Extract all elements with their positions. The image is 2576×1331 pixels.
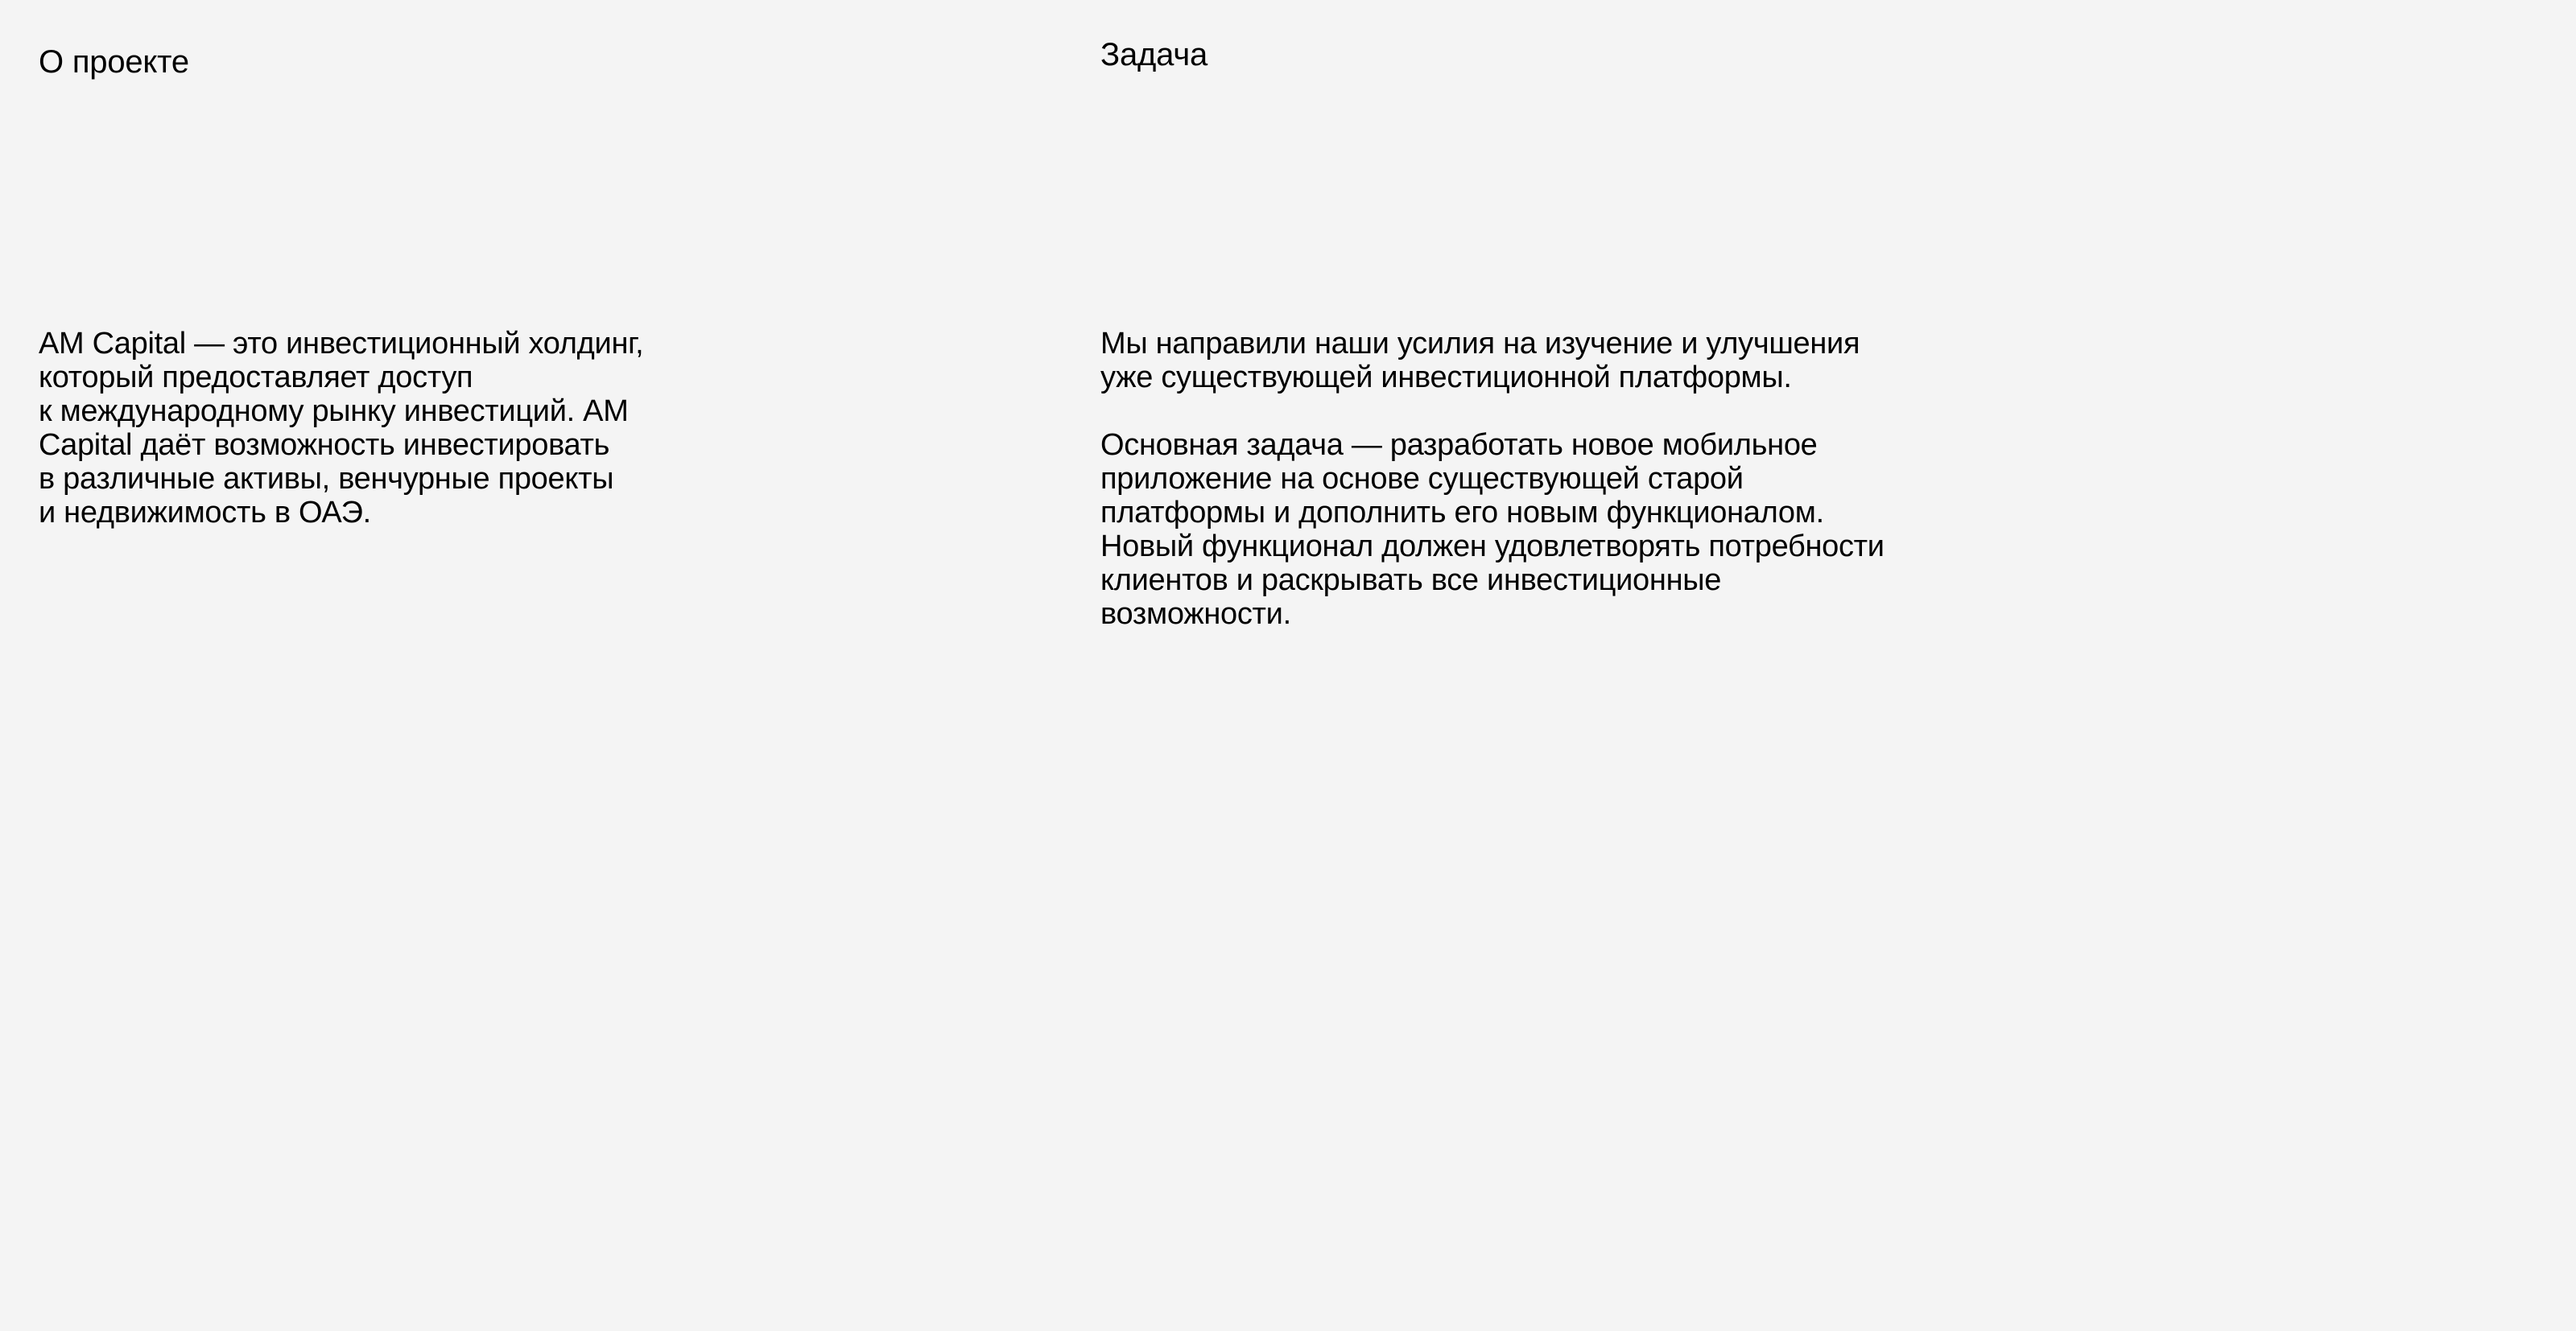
- task-paragraph-intro: [1100, 327, 1885, 394]
- about-paragraph: [39, 327, 643, 530]
- text-line: к международному рынку инвестиций. AM: [39, 394, 629, 428]
- task-heading: Задача: [1100, 37, 1208, 72]
- text-line: уже существующей инвестиционной платформы.: [1100, 361, 1792, 394]
- about-body: [39, 327, 643, 530]
- text-line: клиентов и раскрывать все инвестиционные: [1100, 563, 1722, 597]
- text-line: возможности.: [1100, 597, 1291, 631]
- text-line: Новый функционал должен удовлетворять потребности: [1100, 530, 1885, 563]
- text-line: Основная задача — разработать новое мобильное: [1100, 428, 1818, 462]
- text-line: Capital даёт возможность инвестировать: [39, 428, 610, 462]
- text-line: который предоставляет доступ: [39, 361, 473, 394]
- text-line: в различные активы, венчурные проекты: [39, 462, 614, 496]
- task-body: [1100, 327, 1885, 631]
- text-line: и недвижимость в ОАЭ.: [39, 496, 371, 530]
- text-line: приложение на основе существующей старой: [1100, 462, 1744, 496]
- text-line: Мы направили наши усилия на изучение и улучшения: [1100, 327, 1860, 361]
- text-line: AM Capital — это инвестиционный холдинг,: [39, 327, 644, 361]
- task-paragraph-main: [1100, 428, 1885, 631]
- about-heading: О проекте: [39, 44, 189, 80]
- text-line: платформы и дополнить его новым функционалом.: [1100, 496, 1824, 530]
